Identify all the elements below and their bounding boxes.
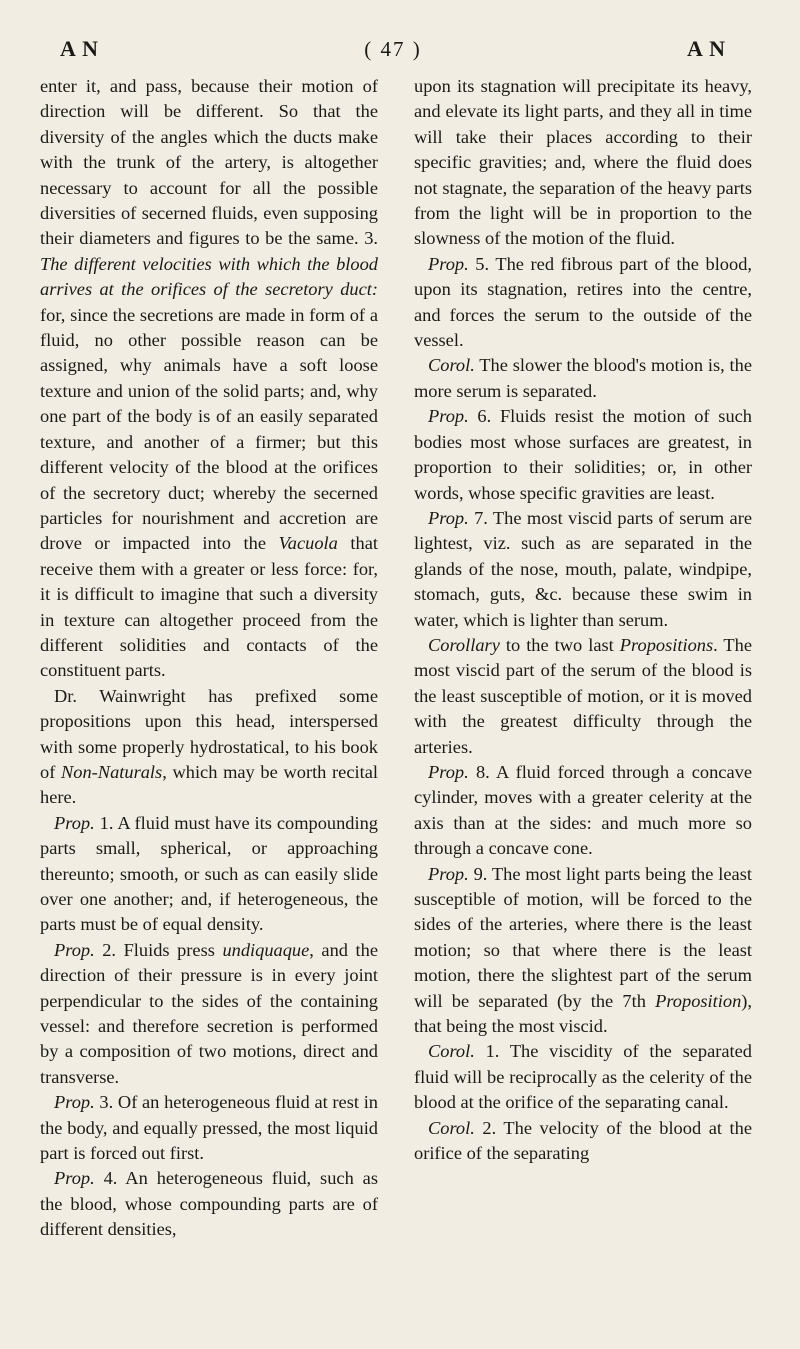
paragraph	[414, 404, 752, 506]
text-run: 2. Fluids press	[94, 939, 223, 960]
italic-text: Corol.	[428, 355, 475, 376]
text-run: ), that being the most viscid.	[414, 990, 752, 1037]
italic-text: Prop.	[428, 761, 469, 782]
paragraph	[414, 1039, 752, 1115]
running-head-left: A N	[60, 36, 100, 61]
text-run: to the two last	[499, 634, 620, 655]
paragraph	[414, 252, 752, 354]
text-run: 1. A fluid must have its compounding parts small, spherical, or approaching thereunto; smooth, or such as can easily slide over one another; and, if heterogeneous, the parts must be of equal density.	[40, 812, 378, 935]
text-run: 5. The red fibrous part of the blood, upon its stagnation, retires into the centre, and forces the serum to the outside of the vessel.	[414, 253, 752, 351]
italic-text: Non-Naturals	[61, 761, 163, 782]
text-run: 7. The most viscid parts of serum are lightest, viz. such as are separated in the glands of the nose, mouth, palate, windpipe, stomach, guts, &c. because these swim in water, which is lighter than serum.	[414, 507, 752, 630]
text-run: 1. The viscidity of the separated fluid will be reciprocally as the celerity of the blood at the orifice of the separating canal.	[414, 1041, 752, 1113]
text-run: 4. An heterogeneous fluid, such as the blood, whose compounding parts are of different densities,	[40, 1168, 378, 1240]
text-run: , which may be worth recital here.	[40, 761, 379, 808]
paragraph	[40, 1166, 378, 1242]
italic-text: undiquaque	[222, 939, 310, 960]
italic-text: Prop.	[428, 253, 469, 274]
italic-text: Propositions	[619, 634, 714, 655]
text-run: upon its stagnation will precipitate its heavy, and elevate its light parts, and they all in time will take their places according to their specific gravities; and, where the fluid does not stagnate, the separation of the heavy parts from the light will be in proportion to the slowness of the motion of the fluid.	[414, 76, 752, 249]
text-run: 3. Of an heterogeneous fluid at rest in the body, and equally pressed, the most liquid part is forced out first.	[40, 1092, 378, 1164]
italic-text: Prop.	[54, 939, 95, 960]
italic-text: Vacuola	[278, 533, 338, 554]
text-run: enter it, and pass, because their motion of direction will be different. So that the diversity of the angles which the ducts make with the trunk of the artery, is altogether necessary to account for all the possible diversities of secerned fluids, even supposing their diameters and figures to be the same. 3.	[40, 76, 378, 249]
running-head	[40, 36, 760, 62]
running-head-right: A N	[686, 36, 726, 61]
paragraph	[40, 1090, 378, 1166]
italic-text: Prop.	[54, 812, 95, 833]
italic-text: Prop.	[428, 863, 469, 884]
paragraph	[40, 811, 378, 938]
paragraph	[414, 760, 752, 862]
paragraph	[414, 353, 752, 404]
italic-text: The different velocities with which the blood arrives at the orifices of the secretory duct:	[40, 253, 378, 300]
paragraph	[414, 1116, 752, 1167]
italic-text: Corollary	[428, 634, 500, 655]
paragraph	[414, 506, 752, 633]
italic-text: Corol.	[428, 1117, 475, 1138]
italic-text: Prop.	[428, 406, 469, 427]
text-run: Dr. Wainwright has prefixed some propositions upon this head, interspersed with some properly hydrostatical, to his book of	[40, 685, 378, 782]
paragraph	[414, 74, 752, 252]
text-run: 9. The most light parts being the least susceptible of motion, will be forced to the sides of the arteries, where there is the least motion; so that where there is the least motion, there the slightest part of the serum will be separated (by the 7th	[414, 863, 752, 1011]
paragraph	[40, 74, 378, 684]
italic-text: Proposition	[655, 990, 742, 1011]
paragraph	[40, 684, 378, 811]
paragraph	[414, 633, 752, 760]
paragraph	[40, 938, 378, 1090]
text-columns	[40, 74, 760, 1243]
text-run: for, since the secretions are made in form of a fluid, no other possible reason can be assigned, why animals have a soft loose texture and union of the solid parts; and, why one part of the body is of an easily separated texture, and another of a firmer; but this different velocity of the blood at the orifices of the secretory duct; whereby the secerned particles for nourishment and accretion are drove or impacted into the	[40, 304, 378, 554]
text-run: that receive them with a greater or less force: for, it is difficult to imagine that such a diversity in texture can altogether proceed from the different solidities and contacts of the constituent parts.	[40, 533, 378, 681]
text-run: The slower the blood's motion is, the more serum is separated.	[414, 355, 752, 401]
page-number: ( 47 )	[364, 37, 422, 61]
text-run: 6. Fluids resist the motion of such bodies most whose surfaces are greatest, in proportion to their solidities; or, in other words, whose specific gravities are least.	[414, 406, 752, 503]
text-run: 8. A fluid forced through a concave cylinder, moves with a greater celerity at the axis than at the sides: and much more so through a concave cone.	[414, 761, 752, 859]
text-run: , and the direction of their pressure is in every joint perpendicular to the sides of the containing vessel: and therefore secretion is performed by a composition of two motions, direct and transverse.	[40, 939, 378, 1087]
italic-text: Prop.	[54, 1168, 95, 1189]
italic-text: Prop.	[54, 1092, 95, 1113]
paragraph	[414, 862, 752, 1040]
right-column	[414, 74, 752, 1243]
left-column	[40, 74, 378, 1243]
italic-text: Corol.	[428, 1041, 475, 1062]
text-run: 2. The velocity of the blood at the orifice of the separating	[414, 1117, 752, 1164]
italic-text: Prop.	[428, 507, 469, 528]
text-run: . The most viscid part of the serum of the blood is the least susceptible of motion, or it is moved with the greatest difficulty through the arteries.	[414, 634, 752, 757]
